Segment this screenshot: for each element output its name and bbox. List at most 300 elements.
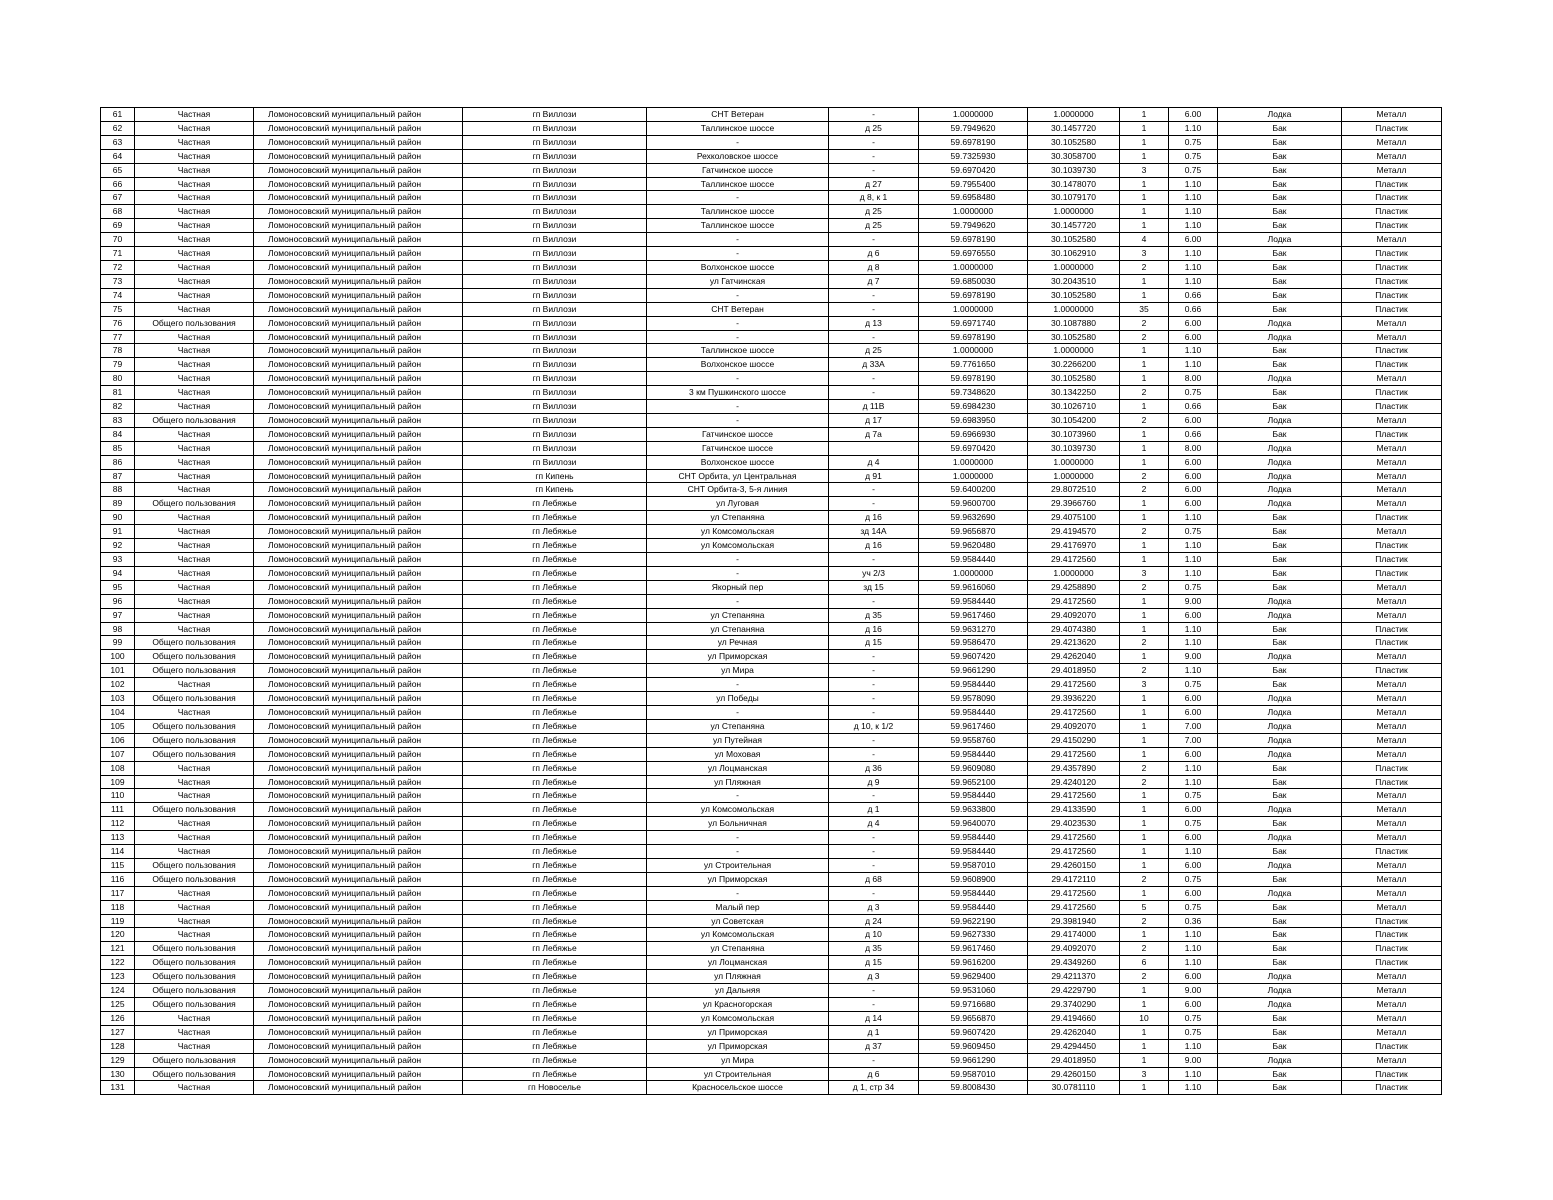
count-cell: 2 <box>1120 330 1169 344</box>
table-row <box>101 803 1442 817</box>
street-cell: ул Мира <box>647 664 829 678</box>
material-cell: Металл <box>1342 733 1442 747</box>
volume-cell: 1.10 <box>1169 205 1218 219</box>
row-number-cell: 75 <box>101 302 135 316</box>
table-row <box>101 872 1442 886</box>
latitude-cell: 1.0000000 <box>919 566 1028 580</box>
longitude-cell: 30.1052580 <box>1028 135 1120 149</box>
house-cell: - <box>829 288 919 302</box>
table-row <box>101 400 1442 414</box>
street-cell: ул Комсомольская <box>647 539 829 553</box>
street-cell: - <box>647 705 829 719</box>
table-row <box>101 177 1442 191</box>
street-cell: ул Комсомольская <box>647 803 829 817</box>
latitude-cell: 59.9661290 <box>919 1053 1028 1067</box>
longitude-cell: 29.4294450 <box>1028 1039 1120 1053</box>
table-row <box>101 455 1442 469</box>
count-cell: 1 <box>1120 817 1169 831</box>
district-cell: Ломоносовский муниципальный район <box>254 469 463 483</box>
ownership-cell: Частная <box>135 1011 254 1025</box>
settlement-cell: гп Лебяжье <box>463 511 647 525</box>
count-cell: 1 <box>1120 511 1169 525</box>
table-row <box>101 650 1442 664</box>
house-cell: д 11В <box>829 400 919 414</box>
district-cell: Ломоносовский муниципальный район <box>254 580 463 594</box>
longitude-cell: 29.4172560 <box>1028 845 1120 859</box>
latitude-cell: 59.6958480 <box>919 191 1028 205</box>
district-cell: Ломоносовский муниципальный район <box>254 942 463 956</box>
latitude-cell: 1.0000000 <box>919 455 1028 469</box>
house-cell: - <box>829 789 919 803</box>
district-cell: Ломоносовский муниципальный район <box>254 803 463 817</box>
material-cell: Пластик <box>1342 386 1442 400</box>
volume-cell: 0.75 <box>1169 386 1218 400</box>
settlement-cell: гп Лебяжье <box>463 831 647 845</box>
count-cell: 1 <box>1120 1039 1169 1053</box>
container-type-cell: Лодка <box>1218 469 1342 483</box>
latitude-cell: 59.6978190 <box>919 288 1028 302</box>
ownership-cell: Общего пользования <box>135 650 254 664</box>
volume-cell: 6.00 <box>1169 831 1218 845</box>
longitude-cell: 29.3966760 <box>1028 497 1120 511</box>
ownership-cell: Частная <box>135 400 254 414</box>
district-cell: Ломоносовский муниципальный район <box>254 928 463 942</box>
house-cell <box>829 441 919 455</box>
latitude-cell: 59.9584440 <box>919 747 1028 761</box>
row-number-cell: 122 <box>101 956 135 970</box>
table-row <box>101 845 1442 859</box>
settlement-cell: гп Лебяжье <box>463 998 647 1012</box>
volume-cell: 6.00 <box>1169 803 1218 817</box>
latitude-cell: 59.9587010 <box>919 1067 1028 1081</box>
house-cell: д 15 <box>829 956 919 970</box>
street-cell: ул Мира <box>647 1053 829 1067</box>
table-row <box>101 622 1442 636</box>
street-cell: ул Дальняя <box>647 984 829 998</box>
street-cell: Волхонское шоссе <box>647 455 829 469</box>
container-type-cell: Лодка <box>1218 831 1342 845</box>
material-cell: Пластик <box>1342 566 1442 580</box>
house-cell: - <box>829 678 919 692</box>
ownership-cell: Общего пользования <box>135 692 254 706</box>
ownership-cell: Частная <box>135 121 254 135</box>
row-number-cell: 109 <box>101 775 135 789</box>
latitude-cell: 59.9617460 <box>919 942 1028 956</box>
latitude-cell: 59.9586470 <box>919 636 1028 650</box>
settlement-cell: гп Виллози <box>463 400 647 414</box>
street-cell: - <box>647 288 829 302</box>
ownership-cell: Частная <box>135 831 254 845</box>
table-row <box>101 942 1442 956</box>
district-cell: Ломоносовский муниципальный район <box>254 511 463 525</box>
row-number-cell: 120 <box>101 928 135 942</box>
row-number-cell: 67 <box>101 191 135 205</box>
longitude-cell: 30.1052580 <box>1028 330 1120 344</box>
latitude-cell: 59.6978190 <box>919 372 1028 386</box>
ownership-cell: Частная <box>135 302 254 316</box>
count-cell: 3 <box>1120 1067 1169 1081</box>
row-number-cell: 111 <box>101 803 135 817</box>
row-number-cell: 74 <box>101 288 135 302</box>
volume-cell: 1.10 <box>1169 191 1218 205</box>
row-number-cell: 65 <box>101 163 135 177</box>
ownership-cell: Частная <box>135 678 254 692</box>
row-number-cell: 115 <box>101 858 135 872</box>
house-cell: - <box>829 594 919 608</box>
street-cell: Якорный пер <box>647 580 829 594</box>
house-cell: д 17 <box>829 413 919 427</box>
table-row <box>101 956 1442 970</box>
table-row <box>101 497 1442 511</box>
street-cell: ул Приморская <box>647 1039 829 1053</box>
district-cell: Ломоносовский муниципальный район <box>254 497 463 511</box>
container-type-cell: Бак <box>1218 344 1342 358</box>
volume-cell: 1.10 <box>1169 219 1218 233</box>
volume-cell: 0.75 <box>1169 817 1218 831</box>
row-number-cell: 113 <box>101 831 135 845</box>
house-cell: зд 15 <box>829 580 919 594</box>
table-row <box>101 316 1442 330</box>
row-number-cell: 79 <box>101 358 135 372</box>
count-cell: 10 <box>1120 1011 1169 1025</box>
district-cell: Ломоносовский муниципальный район <box>254 705 463 719</box>
container-type-cell: Бак <box>1218 163 1342 177</box>
house-cell: д 91 <box>829 469 919 483</box>
material-cell: Пластик <box>1342 664 1442 678</box>
house-cell: - <box>829 984 919 998</box>
district-cell: Ломоносовский муниципальный район <box>254 1025 463 1039</box>
volume-cell: 0.75 <box>1169 163 1218 177</box>
settlement-cell: гп Лебяжье <box>463 928 647 942</box>
row-number-cell: 71 <box>101 247 135 261</box>
longitude-cell: 30.1052580 <box>1028 233 1120 247</box>
material-cell: Пластик <box>1342 553 1442 567</box>
settlement-cell: гп Лебяжье <box>463 970 647 984</box>
settlement-cell: гп Виллози <box>463 247 647 261</box>
ownership-cell: Общего пользования <box>135 984 254 998</box>
material-cell: Пластик <box>1342 260 1442 274</box>
house-cell: д 16 <box>829 622 919 636</box>
material-cell: Пластик <box>1342 622 1442 636</box>
volume-cell: 6.00 <box>1169 747 1218 761</box>
volume-cell: 6.00 <box>1169 455 1218 469</box>
longitude-cell: 30.1079170 <box>1028 191 1120 205</box>
settlement-cell: гп Виллози <box>463 413 647 427</box>
ownership-cell: Частная <box>135 1081 254 1095</box>
district-cell: Ломоносовский муниципальный район <box>254 900 463 914</box>
longitude-cell: 1.0000000 <box>1028 108 1120 122</box>
district-cell: Ломоносовский муниципальный район <box>254 108 463 122</box>
row-number-cell: 130 <box>101 1067 135 1081</box>
district-cell: Ломоносовский муниципальный район <box>254 1011 463 1025</box>
ownership-cell: Частная <box>135 886 254 900</box>
settlement-cell: гп Лебяжье <box>463 1011 647 1025</box>
volume-cell: 1.10 <box>1169 1081 1218 1095</box>
row-number-cell: 129 <box>101 1053 135 1067</box>
street-cell: ул Больничная <box>647 817 829 831</box>
row-number-cell: 127 <box>101 1025 135 1039</box>
material-cell: Пластик <box>1342 247 1442 261</box>
count-cell: 3 <box>1120 678 1169 692</box>
table-row <box>101 636 1442 650</box>
latitude-cell: 59.6966930 <box>919 427 1028 441</box>
street-cell: ул Комсомольская <box>647 525 829 539</box>
house-cell: - <box>829 372 919 386</box>
settlement-cell: гп Лебяжье <box>463 1067 647 1081</box>
house-cell: - <box>829 1053 919 1067</box>
street-cell: ул Пляжная <box>647 970 829 984</box>
latitude-cell: 59.7955400 <box>919 177 1028 191</box>
container-type-cell: Лодка <box>1218 108 1342 122</box>
row-number-cell: 114 <box>101 845 135 859</box>
longitude-cell: 30.1073960 <box>1028 427 1120 441</box>
longitude-cell: 29.4262040 <box>1028 1025 1120 1039</box>
table-row <box>101 219 1442 233</box>
latitude-cell: 59.9607420 <box>919 1025 1028 1039</box>
material-cell: Металл <box>1342 1011 1442 1025</box>
container-type-cell: Бак <box>1218 205 1342 219</box>
ownership-cell: Общего пользования <box>135 747 254 761</box>
longitude-cell: 29.4262040 <box>1028 650 1120 664</box>
container-type-cell: Лодка <box>1218 650 1342 664</box>
row-number-cell: 95 <box>101 580 135 594</box>
house-cell: д 35 <box>829 942 919 956</box>
street-cell: Таллинское шоссе <box>647 219 829 233</box>
longitude-cell: 29.4074380 <box>1028 622 1120 636</box>
container-type-cell: Бак <box>1218 775 1342 789</box>
volume-cell: 1.10 <box>1169 511 1218 525</box>
street-cell: - <box>647 316 829 330</box>
district-cell: Ломоносовский муниципальный район <box>254 636 463 650</box>
settlement-cell: гп Лебяжье <box>463 984 647 998</box>
house-cell: - <box>829 108 919 122</box>
district-cell: Ломоносовский муниципальный район <box>254 344 463 358</box>
table-row <box>101 1053 1442 1067</box>
street-cell: ул Комсомольская <box>647 1011 829 1025</box>
house-cell: д 27 <box>829 177 919 191</box>
table-row <box>101 427 1442 441</box>
ownership-cell: Частная <box>135 511 254 525</box>
container-type-cell: Лодка <box>1218 608 1342 622</box>
latitude-cell: 59.9558760 <box>919 733 1028 747</box>
latitude-cell: 59.6984230 <box>919 400 1028 414</box>
street-cell: - <box>647 594 829 608</box>
settlement-cell: гп Виллози <box>463 149 647 163</box>
material-cell: Металл <box>1342 594 1442 608</box>
house-cell: д 4 <box>829 455 919 469</box>
container-type-cell: Лодка <box>1218 803 1342 817</box>
table-row <box>101 775 1442 789</box>
settlement-cell: гп Виллози <box>463 135 647 149</box>
street-cell: ул Комсомольская <box>647 928 829 942</box>
district-cell: Ломоносовский муниципальный район <box>254 455 463 469</box>
street-cell: ул Моховая <box>647 747 829 761</box>
table-row <box>101 900 1442 914</box>
ownership-cell: Общего пользования <box>135 733 254 747</box>
latitude-cell: 59.6978190 <box>919 233 1028 247</box>
house-cell: д 24 <box>829 914 919 928</box>
container-type-cell: Лодка <box>1218 858 1342 872</box>
count-cell: 3 <box>1120 247 1169 261</box>
street-cell: ул Строительная <box>647 858 829 872</box>
count-cell: 1 <box>1120 191 1169 205</box>
row-number-cell: 84 <box>101 427 135 441</box>
container-type-cell: Бак <box>1218 525 1342 539</box>
volume-cell: 9.00 <box>1169 984 1218 998</box>
material-cell: Пластик <box>1342 636 1442 650</box>
material-cell: Металл <box>1342 650 1442 664</box>
street-cell: СНТ Ветеран <box>647 302 829 316</box>
container-type-cell: Лодка <box>1218 998 1342 1012</box>
row-number-cell: 110 <box>101 789 135 803</box>
longitude-cell: 29.4172560 <box>1028 594 1120 608</box>
district-cell: Ломоносовский муниципальный район <box>254 219 463 233</box>
longitude-cell: 29.4092070 <box>1028 608 1120 622</box>
table-row <box>101 566 1442 580</box>
row-number-cell: 108 <box>101 761 135 775</box>
district-cell: Ломоносовский муниципальный район <box>254 1039 463 1053</box>
longitude-cell: 1.0000000 <box>1028 469 1120 483</box>
container-type-cell: Бак <box>1218 247 1342 261</box>
count-cell: 3 <box>1120 566 1169 580</box>
material-cell: Пластик <box>1342 914 1442 928</box>
row-number-cell: 96 <box>101 594 135 608</box>
district-cell: Ломоносовский муниципальный район <box>254 594 463 608</box>
ownership-cell: Общего пользования <box>135 1067 254 1081</box>
district-cell: Ломоносовский муниципальный район <box>254 886 463 900</box>
street-cell: - <box>647 831 829 845</box>
street-cell: - <box>647 553 829 567</box>
count-cell: 1 <box>1120 705 1169 719</box>
table-row <box>101 344 1442 358</box>
house-cell: - <box>829 845 919 859</box>
count-cell: 1 <box>1120 108 1169 122</box>
container-type-cell: Бак <box>1218 928 1342 942</box>
longitude-cell: 29.4172560 <box>1028 886 1120 900</box>
table-row <box>101 1011 1442 1025</box>
table-row <box>101 1067 1442 1081</box>
settlement-cell: гп Лебяжье <box>463 900 647 914</box>
count-cell: 1 <box>1120 400 1169 414</box>
settlement-cell: гп Виллози <box>463 344 647 358</box>
container-type-cell: Лодка <box>1218 886 1342 900</box>
district-cell: Ломоносовский муниципальный район <box>254 427 463 441</box>
material-cell: Металл <box>1342 998 1442 1012</box>
settlement-cell: гп Лебяжье <box>463 1053 647 1067</box>
settlement-cell: гп Виллози <box>463 372 647 386</box>
street-cell: Таллинское шоссе <box>647 205 829 219</box>
material-cell: Металл <box>1342 970 1442 984</box>
longitude-cell: 30.2043510 <box>1028 274 1120 288</box>
count-cell: 35 <box>1120 302 1169 316</box>
row-number-cell: 63 <box>101 135 135 149</box>
settlement-cell: гп Лебяжье <box>463 803 647 817</box>
container-type-cell: Лодка <box>1218 705 1342 719</box>
container-type-cell: Бак <box>1218 1067 1342 1081</box>
row-number-cell: 87 <box>101 469 135 483</box>
table-row <box>101 664 1442 678</box>
volume-cell: 1.10 <box>1169 553 1218 567</box>
material-cell: Металл <box>1342 163 1442 177</box>
district-cell: Ломоносовский муниципальный район <box>254 386 463 400</box>
container-type-cell: Бак <box>1218 427 1342 441</box>
district-cell: Ломоносовский муниципальный район <box>254 163 463 177</box>
house-cell: д 15 <box>829 636 919 650</box>
street-cell: ул Луговая <box>647 497 829 511</box>
street-cell: Таллинское шоссе <box>647 344 829 358</box>
street-cell: - <box>647 845 829 859</box>
volume-cell: 6.00 <box>1169 858 1218 872</box>
district-cell: Ломоносовский муниципальный район <box>254 121 463 135</box>
district-cell: Ломоносовский муниципальный район <box>254 400 463 414</box>
count-cell: 2 <box>1120 386 1169 400</box>
row-number-cell: 61 <box>101 108 135 122</box>
container-type-cell: Бак <box>1218 400 1342 414</box>
district-cell: Ломоносовский муниципальный район <box>254 205 463 219</box>
count-cell: 2 <box>1120 914 1169 928</box>
container-type-cell: Лодка <box>1218 1053 1342 1067</box>
count-cell: 1 <box>1120 372 1169 386</box>
material-cell: Металл <box>1342 455 1442 469</box>
house-cell: д 36 <box>829 761 919 775</box>
latitude-cell: 59.9616060 <box>919 580 1028 594</box>
count-cell: 1 <box>1120 358 1169 372</box>
house-cell: - <box>829 705 919 719</box>
latitude-cell: 1.0000000 <box>919 108 1028 122</box>
material-cell: Металл <box>1342 316 1442 330</box>
table-row <box>101 260 1442 274</box>
settlement-cell: гп Лебяжье <box>463 886 647 900</box>
table-row <box>101 580 1442 594</box>
volume-cell: 1.10 <box>1169 1067 1218 1081</box>
count-cell: 2 <box>1120 775 1169 789</box>
street-cell: ул Приморская <box>647 872 829 886</box>
house-cell: - <box>829 497 919 511</box>
ownership-cell: Частная <box>135 358 254 372</box>
row-number-cell: 68 <box>101 205 135 219</box>
settlement-cell: гп Лебяжье <box>463 678 647 692</box>
longitude-cell: 30.1342250 <box>1028 386 1120 400</box>
row-number-cell: 101 <box>101 664 135 678</box>
settlement-cell: гп Лебяжье <box>463 664 647 678</box>
container-type-cell: Бак <box>1218 956 1342 970</box>
table-row <box>101 441 1442 455</box>
count-cell: 1 <box>1120 274 1169 288</box>
settlement-cell: гп Виллози <box>463 455 647 469</box>
row-number-cell: 73 <box>101 274 135 288</box>
material-cell: Металл <box>1342 580 1442 594</box>
material-cell: Металл <box>1342 692 1442 706</box>
container-type-cell: Бак <box>1218 1039 1342 1053</box>
house-cell: д 16 <box>829 511 919 525</box>
row-number-cell: 90 <box>101 511 135 525</box>
ownership-cell: Частная <box>135 622 254 636</box>
latitude-cell: 59.6971740 <box>919 316 1028 330</box>
settlement-cell: гп Виллози <box>463 288 647 302</box>
district-cell: Ломоносовский муниципальный район <box>254 260 463 274</box>
latitude-cell: 59.6983950 <box>919 413 1028 427</box>
row-number-cell: 89 <box>101 497 135 511</box>
district-cell: Ломоносовский муниципальный район <box>254 914 463 928</box>
table-row <box>101 831 1442 845</box>
material-cell: Металл <box>1342 497 1442 511</box>
longitude-cell: 29.4260150 <box>1028 858 1120 872</box>
table-row <box>101 233 1442 247</box>
settlement-cell: гп Кипень <box>463 483 647 497</box>
district-cell: Ломоносовский муниципальный район <box>254 678 463 692</box>
district-cell: Ломоносовский муниципальный район <box>254 775 463 789</box>
volume-cell: 6.00 <box>1169 998 1218 1012</box>
